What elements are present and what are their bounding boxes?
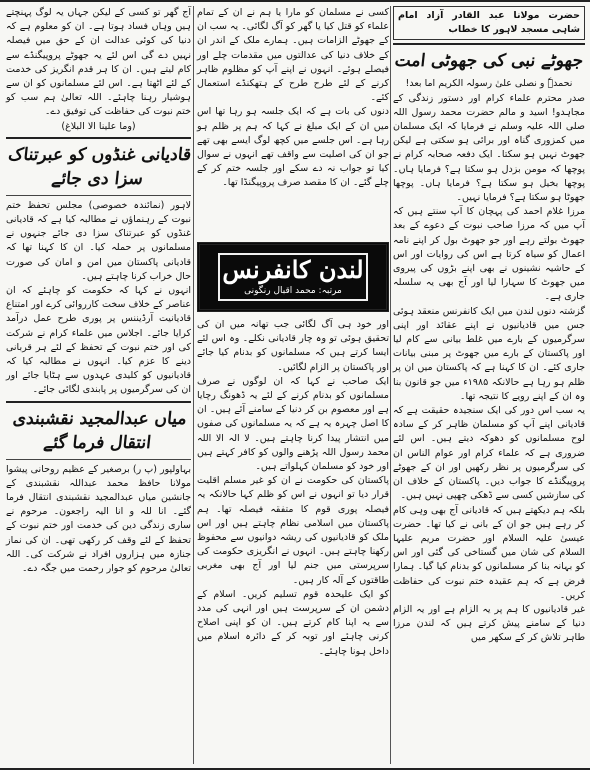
london-conference-banner: [197, 242, 389, 312]
article-paragraph: گزشتہ دنوں لندن میں ایک کانفرنس منعقد ہوئی جس میں قادیانیوں نے اپنے عقائد اور اپنی سرگرمیوں کے بارے میں غلط بیانی سے کام لیا اور پاکستان کے بارے میں جھوٹ پر مبنی بیانات جاری کئے۔ ان کا کہنا ہے کہ پاکستان میں ان پر ظلم ہو رہا ہے حالانکہ ۱۹۸۵ء میں جو قانون بنا وہ ان کے اپنے رویے کا نتیجہ تھا۔: [393, 305, 585, 402]
article-paragraph: دنوں کی بات ہے کہ ایک جلسہ ہو رہا تھا اس میں ان کے ایک مبلغ نے کہا کہ ہم پر ظلم ہو رہا ہے۔ اس جلسے میں کچھ لوگ ایسے بھی تھے جو ان کی اصلیت سے واقف تھے انہوں نے سوال کیا تو جواب نہ دے سکے اور جلسہ ختم کر کے چلے گئے۔ ان کا مقصد صرف پروپیگنڈا تھا۔: [197, 106, 389, 189]
banner-subtitle: مرتبہ: محمد اقبال رنگونی: [244, 286, 342, 296]
divider: [6, 195, 191, 196]
article-paragraph: مرزا غلام احمد کی پہچان کا آپ سنتے ہیں کہ آپ میں کہ مرزا صاحب نبوت کے دعوے کے بعد جھوٹ بولتے رہے اور جو جھوٹ بول کر اپنے نامہ اعمال کو سیاہ کرتا ہے اس کی روایات اور اس کے حاشیہ نشینوں نے بھی اپنے بڑوں کی پیروی میں جھوٹ کا سہارا لیا اور آج بھی یہ سلسلہ جاری ہے۔: [393, 206, 585, 303]
article-paragraph: پاکستان کی حکومت نے ان کو غیر مسلم اقلیت قرار دیا تو انہوں نے اس کو ظلم کہا حالانکہ یہ فیصلہ پوری قوم کا متفقہ فیصلہ تھا۔ ہم پاکستان میں اسلامی نظام چاہتے ہیں اور اس ملک کو قادیانیوں کی ریشہ دوانیوں سے محفوظ رکھنا چاہتے ہیں۔ انہوں نے انگریزی حکومت کی سرپرستی میں جنم لیا اور آج بھی مغربی طاقتوں کے آلہ کار ہیں۔: [197, 475, 389, 586]
article-paragraph: لاہور (نمائندہ خصوصی) مجلس تحفظ ختم نبوت کے رہنماؤں نے مطالبہ کیا ہے کہ قادیانی غنڈوں کو عبرتناک سزا دی جائے جنہوں نے مسلمانوں پر حملہ کیا۔ ان کا کہنا تھا کہ قادیانی پاکستان میں امن و امان کی صورت حال خراب کرنا چاہتے ہیں۔: [6, 199, 191, 282]
divider: [6, 459, 191, 460]
column-rule: [193, 6, 194, 764]
column-rule: [390, 6, 391, 764]
divider: [6, 401, 191, 403]
article-paragraph: انہوں نے کہا کہ حکومت کو چاہئے کہ ان عناصر کے خلاف سخت کارروائی کرے اور امتناع قادیانیت آرڈیننس پر پوری طرح عمل درآمد کرایا جائے۔ اجلاس میں علماء کرام نے شرکت کی اور ختم نبوت کے تحفظ کے لئے ہر قربانی دینے کا عزم کیا۔ انہوں نے مطالبہ کیا کہ قادیانیوں کو کلیدی عہدوں سے ہٹایا جائے اور ان کی سرگرمیوں پر پابندی لگائی جائے۔: [6, 285, 191, 396]
article-paragraph: ایک صاحب نے کہا کہ ان لوگوں نے صرف مسلمانوں کو بدنام کرنے کے لئے یہ ڈھونگ رچایا ہے اور معصوم بن کر دنیا کے سامنے آئے ہیں۔ ان کا اصل چہرہ یہ ہے کہ یہ مسلمانوں کی صفوں میں انتشار پیدا کرنا چاہتے ہیں۔ لا الہ الا اللہ محمد رسول اللہ پڑھنے والوں کو کافر کہتے ہیں اور خود کو مسلمان کہلواتے ہیں۔: [197, 375, 389, 473]
news-headline: قادیانی غنڈوں کو عبرتناک سزا دی جائے: [7, 144, 193, 189]
opening-line: نحمدہٗ و نصلی علیٰ رسولہ الکریم اما بعد!: [405, 78, 573, 90]
author-line: حضرت مولانا عبد القادر آزاد امام شاہی مسجد لاہور کا خطاب: [398, 10, 580, 36]
speech-attribution-box: [393, 6, 585, 40]
middle-column: [197, 6, 389, 764]
article-paragraph: آج گھر تو کسی کے لیکن جہاں یہ لوگ پہنچتے ہیں وہاں فساد ہوتا ہے۔ ان کو معلوم ہے کہ دنیا کی کوئی عدالت ان کے حق میں فیصلہ نہیں دے گی اس لئے یہ جھوٹے پروپیگنڈے سے کام لیتے ہیں۔ ان کا ہر قدم انگریز کی خدمت کے لئے اٹھتا ہے۔ اس لئے مسلمانوں کو ان سے ہوشیار رہنا چاہئے۔ اللہ تعالیٰ ہم سب کو ختم نبوت کی حفاظت کی توفیق دے۔: [6, 7, 191, 118]
article-paragraph: کو ایک علیحدہ قوم تسلیم کریں۔ اسلام کے دشمن ان کے سرپرست ہیں اور انہی کی مدد سے یہ اپنا کام کرتے ہیں۔ ان کو اپنی اصلاح کرنی چاہئے اور توبہ کر کے دائرہ اسلام میں داخل ہونا چاہئے۔: [197, 588, 389, 657]
article-paragraph: غیر قادیانیوں کا ہم پر یہ الزام ہے اور یہ الزام دنیا کے سامنے پیش کرتے ہیں کہ لندن مرزا طاہر تلاش کر کے سکھر میں: [393, 603, 585, 644]
article-paragraph: اور خود ہی آگ لگائی جب تھانہ میں ان کی تحقیق ہوئی تو وہ چار قادیانی نکلے۔ وہ اس لئے ایسا کرتے ہیں کہ مسلمانوں کو بدنام کیا جائے اور پاکستان پر الزام لگائیں۔: [197, 319, 389, 373]
article-paragraph: صدر محترم علماء کرام اور دستور زندگی کے مجاہدو! اسید و مالم حضرت محمد رسول اللہ صلی اللہ علیہ وسلم نے فرمایا کہ ایک مسلمان میں کمزوری گناہ اور برائی ہو سکتی ہے لیکن جھوٹ نہیں ہو سکتا۔ ایک دفعہ صحابہ کرام نے پوچھا کہ مومن بزدل ہو سکتا ہے؟ فرمایا ہاں۔ پوچھا بخیل ہو سکتا ہے؟ فرمایا ہاں۔ پوچھا جھوٹا ہو سکتا ہے؟ فرمایا نہیں۔: [393, 92, 585, 204]
divider: [6, 137, 191, 139]
divider: [393, 43, 585, 45]
article-paragraph: کسی نے مسلمان کو مارا یا ہم نے ان کے تمام علماء کو قتل کیا یا گھر کو آگ لگائی۔ یہ سب ان کے جھوٹے الزامات ہیں۔ ہمارے ملک کے اندر ان کے خلاف دنیا کی عدالتوں میں مقدمات چلے اور فیصلے ہوئے۔ انہوں نے اپنے آپ کو مظلوم ظاہر کرنے کے لئے طرح طرح کے ہتھکنڈے استعمال کئے۔: [197, 7, 389, 104]
banner-frame: [218, 253, 368, 301]
banner-title: لندن کانفرنس: [222, 255, 364, 284]
middle-top-text: [197, 6, 389, 236]
article-paragraph: بلکہ ہم دیکھتے ہیں کہ قادیانی آج بھی وہی کام کر رہے ہیں جو ان کے بانی نے کیا تھا۔ حضرت عیسیٰ علیہ السلام اور حضرت مریم علیہا السلام کی شان میں گستاخی کی گئی اور اس کو بہانہ بنا کر مسلمانوں کو بدنام کیا گیا۔ ہمارا فرض ہے کہ ہم عقیدہ ختم نبوت کی حفاظت کریں۔: [393, 504, 585, 601]
left-column: [6, 6, 191, 764]
news-headline: میاں عبدالمجید نقشبندی انتقال فرما گئے: [11, 408, 188, 453]
middle-bottom-text: [197, 318, 389, 764]
article-paragraph: بہاولپور (پ ر) برصغیر کے عظیم روحانی پیشوا مولانا حافظ محمد عبداللہ نقشبندی کے جانشین میاں عبدالمجید نقشبندی انتقال فرما گئے۔ انا للہ و انا الیہ راجعون۔ مرحوم نے ساری زندگی دین کی خدمت اور ختم نبوت کے تحفظ کے لئے وقف کر رکھی تھی۔ ان کی نماز جنازہ میں ہزاروں افراد نے شرکت کی۔ اللہ تعالیٰ مرحوم کو جوار رحمت میں جگہ دے۔: [6, 463, 191, 575]
article-headline: جھوٹے نبی کی جھوٹی امت: [393, 51, 585, 72]
closing-line: (وما علینا الا البلاغ): [61, 120, 136, 132]
right-column: [393, 6, 585, 764]
article-paragraph: یہ سب اس دور کی ایک سنجیدہ حقیقت ہے کہ قادیانی اپنے آپ کو مسلمان ظاہر کر کے سادہ لوح مسلمانوں کو دھوکہ دیتے ہیں۔ اس لئے ضروری ہے کہ علماء کرام اور عوام الناس ان کی سرگرمیوں پر نظر رکھیں اور ان کے جھوٹے پروپیگنڈے کا جواب دیں۔ پاکستان کے خلاف ان کی سازشیں کسی سے ڈھکی چھپی نہیں ہیں۔: [393, 405, 585, 502]
